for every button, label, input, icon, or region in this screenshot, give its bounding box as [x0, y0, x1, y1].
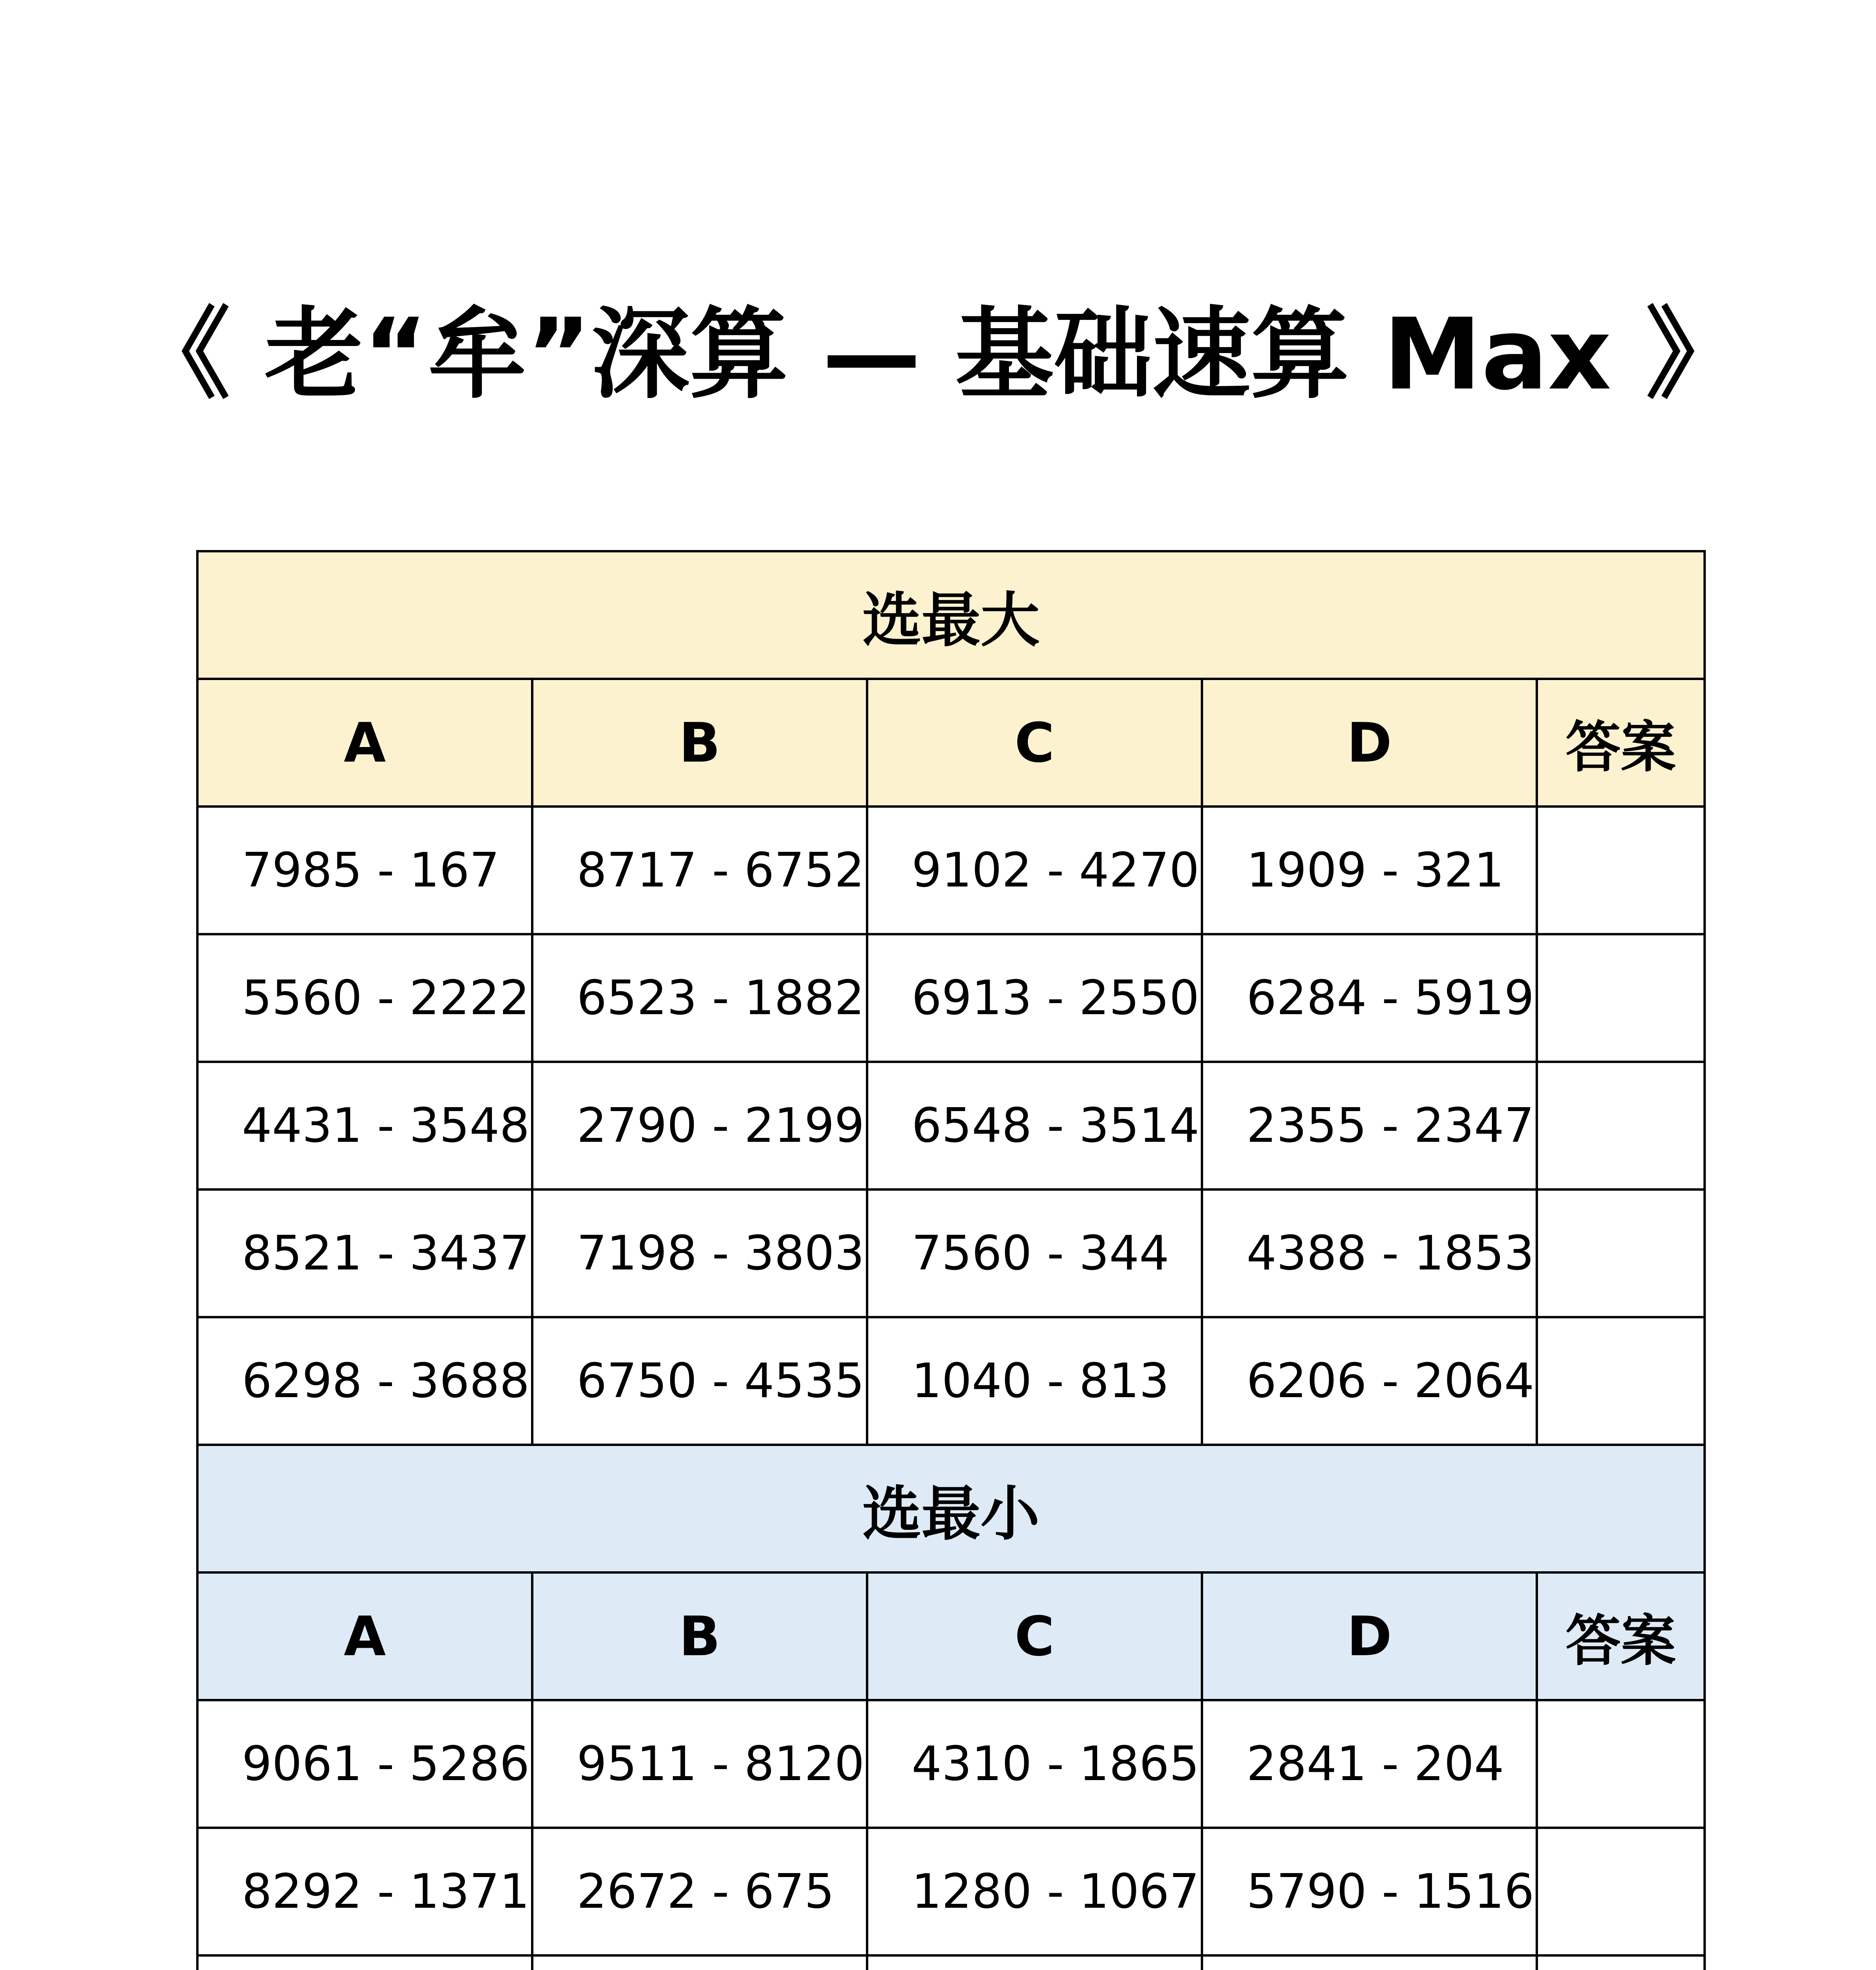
column-header-d: D: [1202, 679, 1537, 807]
problem-cell: 7560 - 344: [867, 1189, 1202, 1317]
problem-cell: 8717 - 6752: [532, 807, 867, 934]
problem-cell: [197, 1955, 532, 1970]
problem-cell: 1909 - 321: [1202, 807, 1537, 934]
column-header-c: C: [867, 1572, 1202, 1700]
problem-cell: 2841 - 204: [1202, 1700, 1537, 1828]
column-header-answer: 答案: [1537, 1572, 1705, 1700]
table-row: [197, 807, 1705, 934]
problem-cell: 5790 - 1516: [1202, 1828, 1537, 1955]
column-header-a: A: [197, 1572, 532, 1700]
table-row: [197, 1317, 1705, 1445]
column-header-c: C: [867, 679, 1202, 807]
answer-cell[interactable]: [1537, 1317, 1705, 1445]
problem-cell: [867, 1955, 1202, 1970]
problem-cell: 2355 - 2347: [1202, 1062, 1537, 1189]
page-title: 《 老“牟”深算 — 基础速算 Max 》: [132, 297, 1744, 412]
problem-cell: 6750 - 4535: [532, 1317, 867, 1445]
table-row: [197, 1062, 1705, 1189]
problem-cell: 8292 - 1371: [197, 1828, 532, 1955]
problem-cell: 9511 - 8120: [532, 1700, 867, 1828]
problem-cell: 4431 - 3548: [197, 1062, 532, 1189]
table-row: [197, 1955, 1705, 1970]
answer-cell[interactable]: [1537, 807, 1705, 934]
table-row: [197, 1189, 1705, 1317]
problem-cell: 4388 - 1853: [1202, 1189, 1537, 1317]
table-row: [197, 1700, 1705, 1828]
column-header-a: A: [197, 679, 532, 807]
section-min-heading-row: [197, 1445, 1705, 1572]
worksheet-table: [196, 550, 1706, 1970]
problem-cell: 6284 - 5919: [1202, 934, 1537, 1062]
problem-cell: [532, 1955, 867, 1970]
problem-cell: 6298 - 3688: [197, 1317, 532, 1445]
problem-cell: 8521 - 3437: [197, 1189, 532, 1317]
table-row: [197, 1828, 1705, 1955]
answer-cell[interactable]: [1537, 1189, 1705, 1317]
column-header-b: B: [532, 1572, 867, 1700]
problem-cell: 1040 - 813: [867, 1317, 1202, 1445]
problem-cell: 9102 - 4270: [867, 807, 1202, 934]
problem-cell: 4310 - 1865: [867, 1700, 1202, 1828]
problem-cell: 6206 - 2064: [1202, 1317, 1537, 1445]
problem-cell: 6523 - 1882: [532, 934, 867, 1062]
problem-cell: 6913 - 2550: [867, 934, 1202, 1062]
answer-cell[interactable]: [1537, 1828, 1705, 1955]
section-min-column-header-row: [197, 1572, 1705, 1700]
table-row: [197, 934, 1705, 1062]
section-max-heading-row: [197, 551, 1705, 679]
section-heading: 选最小: [197, 1445, 1705, 1572]
section-max-column-header-row: [197, 679, 1705, 807]
problem-cell: 7985 - 167: [197, 807, 532, 934]
answer-cell[interactable]: [1537, 1700, 1705, 1828]
problem-cell: 1280 - 1067: [867, 1828, 1202, 1955]
problem-cell: 2672 - 675: [532, 1828, 867, 1955]
answer-cell[interactable]: [1537, 1955, 1705, 1970]
column-header-b: B: [532, 679, 867, 807]
problem-cell: 2790 - 2199: [532, 1062, 867, 1189]
section-heading: 选最大: [197, 551, 1705, 679]
answer-cell[interactable]: [1537, 1062, 1705, 1189]
column-header-d: D: [1202, 1572, 1537, 1700]
problem-cell: 5560 - 2222: [197, 934, 532, 1062]
problem-cell: 7198 - 3803: [532, 1189, 867, 1317]
problem-cell: 6548 - 3514: [867, 1062, 1202, 1189]
column-header-answer: 答案: [1537, 679, 1705, 807]
problem-cell: [1202, 1955, 1537, 1970]
answer-cell[interactable]: [1537, 934, 1705, 1062]
problem-cell: 9061 - 5286: [197, 1700, 532, 1828]
